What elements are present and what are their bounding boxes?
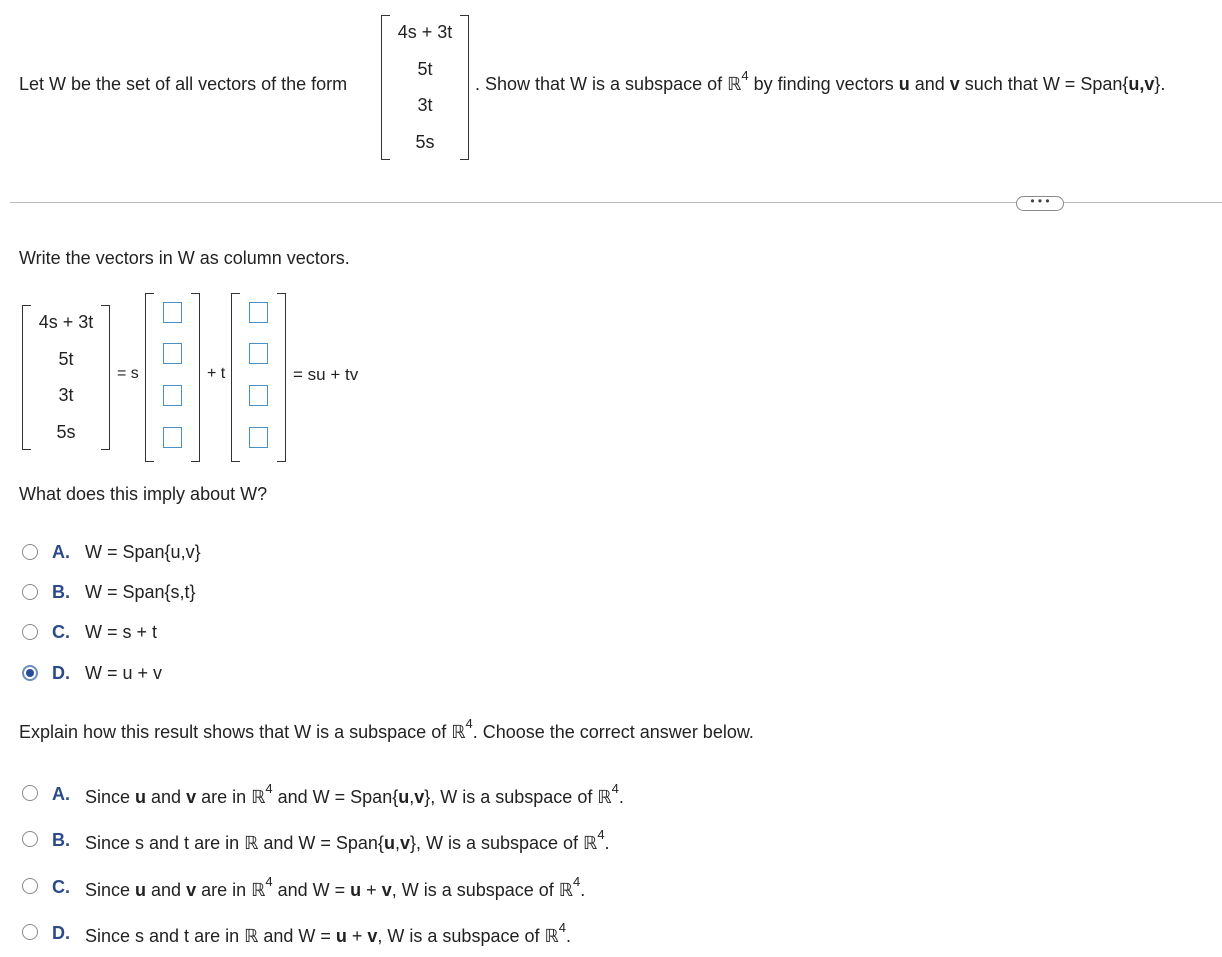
option-letter: B. bbox=[52, 582, 70, 602]
suffix-text-b: by finding vectors bbox=[748, 74, 899, 94]
option-letter: C. bbox=[52, 622, 70, 642]
suffix-v: v bbox=[949, 74, 960, 94]
option-letter: C. bbox=[52, 877, 70, 897]
right-bracket bbox=[277, 293, 286, 462]
t-vector-input-3[interactable] bbox=[249, 385, 268, 406]
vector-entry-2: 5t bbox=[58, 349, 74, 369]
vector-entry-3: 3t bbox=[417, 95, 433, 115]
vector-entry-1: 4s + 3t bbox=[38, 312, 94, 332]
part3-question-a: Explain how this result shows that W is a subspace of ℝ bbox=[19, 722, 466, 742]
radio-a[interactable] bbox=[22, 785, 38, 801]
s-vector-input-4[interactable] bbox=[163, 427, 182, 448]
part3-question-b: . Choose the correct answer below. bbox=[472, 722, 754, 742]
part2-question: What does this imply about W? bbox=[19, 484, 268, 504]
radio-b[interactable] bbox=[22, 584, 38, 600]
option-letter: D. bbox=[52, 923, 70, 943]
vector-entry-4: 5s bbox=[415, 132, 435, 152]
equals-result-label: = su + tv bbox=[293, 365, 359, 384]
t-vector-input-1[interactable] bbox=[249, 302, 268, 323]
form-vector bbox=[381, 15, 469, 160]
suffix-text-c: such that W = Span{ bbox=[959, 74, 1129, 94]
left-bracket bbox=[145, 293, 154, 462]
radio-c[interactable] bbox=[22, 878, 38, 894]
option-letter: D. bbox=[52, 663, 70, 683]
suffix-u: u bbox=[898, 74, 910, 94]
left-bracket bbox=[231, 293, 240, 462]
option-text: Since s and t are in ℝ and W = Span{u,v}, W is a subspace of ℝ$^4$. bbox=[85, 827, 610, 853]
vector-entry-1: 4s + 3t bbox=[397, 22, 453, 42]
part1-vector bbox=[22, 305, 110, 450]
equals-s-label: = s bbox=[117, 365, 139, 382]
option-letter: B. bbox=[52, 830, 70, 850]
t-vector-input-2[interactable] bbox=[249, 343, 268, 364]
part3-question bbox=[19, 716, 754, 743]
suffix-and: and bbox=[909, 74, 950, 94]
radio-c[interactable] bbox=[22, 624, 38, 640]
option-text: Since u and v are in ℝ$^4$ and W = u + v, W is a subspace of ℝ$^4$. bbox=[85, 874, 586, 900]
option-text: Since u and v are in ℝ$^4$ and W = Span{u,v}, W is a subspace of ℝ$^4$. bbox=[85, 781, 624, 807]
radio-d-selected[interactable] bbox=[22, 665, 38, 681]
option-text: Since s and t are in ℝ and W = u + v, W is a subspace of ℝ$^4$. bbox=[85, 920, 571, 946]
option-text: W = s + t bbox=[85, 622, 158, 642]
radio-a[interactable] bbox=[22, 544, 38, 560]
right-bracket bbox=[191, 293, 200, 462]
radio-d[interactable] bbox=[22, 924, 38, 940]
vector-entry-3: 3t bbox=[58, 385, 74, 405]
plus-t-label: + t bbox=[207, 365, 226, 382]
s-vector bbox=[145, 293, 200, 462]
option-letter: A. bbox=[52, 542, 70, 562]
s-vector-input-1[interactable] bbox=[163, 302, 182, 323]
option-text: W = u + v bbox=[85, 663, 163, 683]
option-text: W = Span{u,v} bbox=[85, 542, 201, 562]
part1-instruction: Write the vectors in W as column vectors. bbox=[19, 248, 350, 268]
suffix-sup: 4 bbox=[741, 68, 749, 83]
question-suffix bbox=[475, 68, 1166, 95]
question-prefix: Let W be the set of all vectors of the form bbox=[19, 74, 348, 94]
option-letter: A. bbox=[52, 784, 70, 804]
t-vector-input-4[interactable] bbox=[249, 427, 268, 448]
t-vector bbox=[231, 293, 286, 462]
radio-b[interactable] bbox=[22, 831, 38, 847]
suffix-text-d: }. bbox=[1154, 74, 1166, 94]
suffix-text-a: . Show that W is a subspace of ℝ bbox=[475, 74, 742, 94]
more-options-button[interactable]: • • • bbox=[1016, 196, 1064, 211]
option-text: W = Span{s,t} bbox=[85, 582, 196, 602]
suffix-span: u,v bbox=[1128, 74, 1155, 94]
vector-entry-2: 5t bbox=[417, 59, 433, 79]
vector-entry-4: 5s bbox=[56, 422, 76, 442]
s-vector-input-3[interactable] bbox=[163, 385, 182, 406]
s-vector-input-2[interactable] bbox=[163, 343, 182, 364]
part3-question-sup: 4 bbox=[465, 716, 473, 731]
